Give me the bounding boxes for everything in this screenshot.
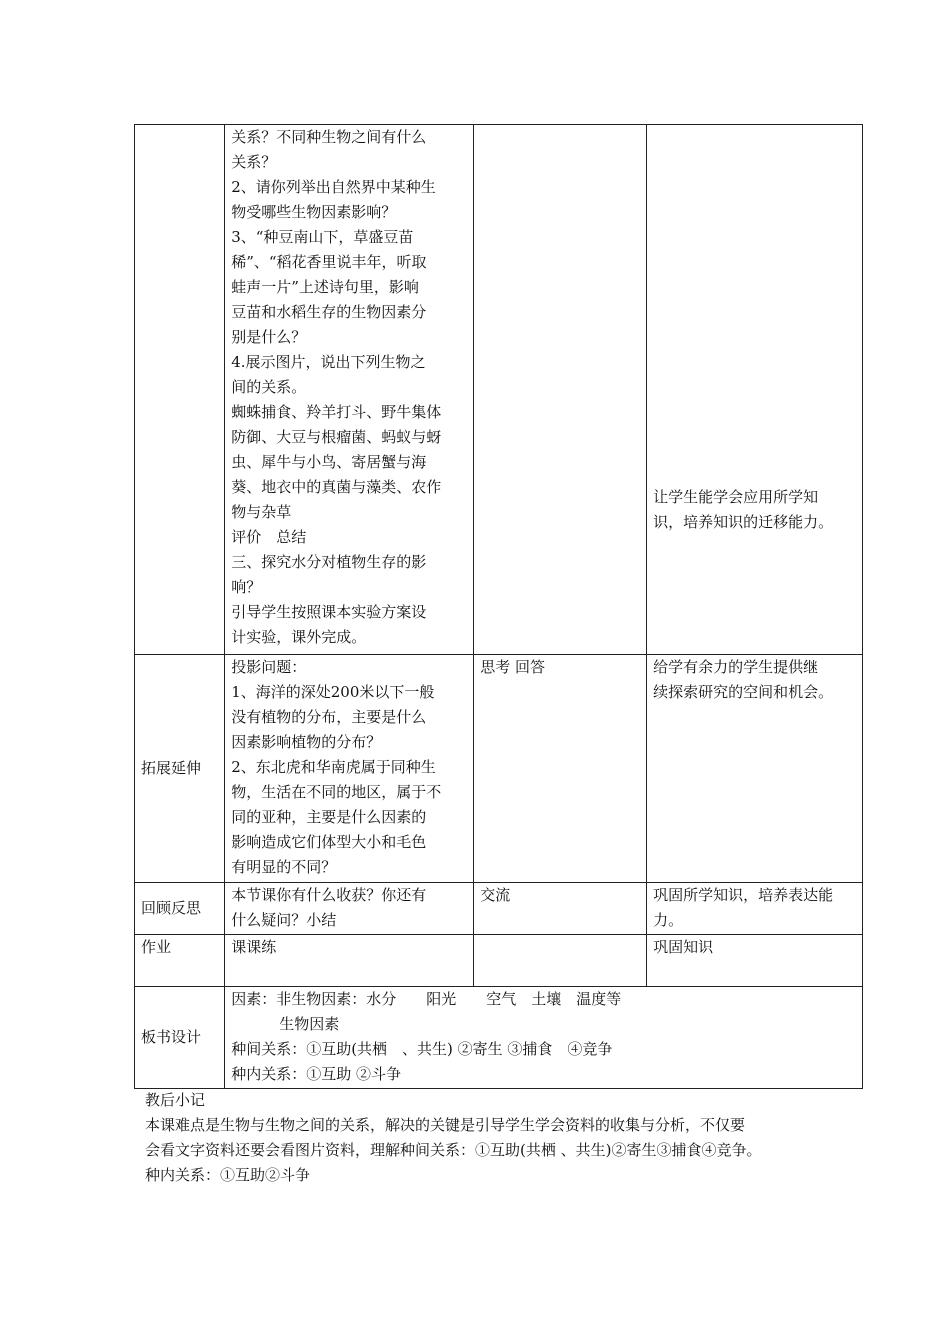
notes-line: 本课难点是生物与生物之间的关系，解决的关键是引导学生学会资料的收集与分析，不仅要 [145, 1116, 746, 1134]
text-line: 影响造成它们体型大小和毛色 [231, 833, 427, 851]
text-line: 课课练 [231, 938, 277, 956]
text-line: 巩固所学知识，培养表达能 [653, 886, 834, 904]
teacher-activity-cell [225, 883, 474, 935]
text-line: 让学生能学会应用所学知 [653, 488, 819, 506]
text-line: 种内关系：①互助 ②斗争 [231, 1065, 401, 1083]
stage-cell: 拓展延伸 [135, 655, 225, 883]
text-line: 引导学生按照课本实验方案设 [231, 603, 427, 621]
student-activity-cell [474, 935, 647, 987]
design-intent-cell [647, 935, 863, 987]
table-row [135, 655, 863, 883]
stage-cell [135, 125, 225, 655]
design-intent-cell [647, 655, 863, 883]
text-line: 3、“种豆南山下，草盛豆苗 [231, 228, 414, 246]
text-line: 给学有余力的学生提供继 [653, 658, 819, 676]
text-line: 1、海洋的深处200米以下一般 [231, 683, 435, 701]
stage-cell: 板书设计 [135, 987, 225, 1089]
stage-cell: 回顾反思 [135, 883, 225, 935]
text-line: 种间关系：①互助(共栖 、共生) ②寄生 ③捕食 ④竞争 [231, 1040, 613, 1058]
teacher-activity-cell [225, 935, 474, 987]
post-lesson-notes [145, 1088, 845, 1188]
board-design-cell [225, 987, 863, 1089]
text-line: 评价 总结 [231, 528, 307, 546]
text-line: 防御、大豆与根瘤菌、蚂蚁与蚜 [231, 428, 442, 446]
text-line: 没有植物的分布，主要是什么 [231, 708, 427, 726]
text-line: 2、东北虎和华南虎属于同种生 [231, 758, 436, 776]
text-line: 间的关系。 [231, 378, 307, 396]
text-line: 因素：非生物因素：水分 阳光 空气 土壤 温度等 [231, 990, 622, 1008]
text-line: 关系？不同种生物之间有什么 [231, 128, 427, 146]
stage-cell: 作业 [135, 935, 225, 987]
notes-heading: 教后小记 [145, 1091, 206, 1109]
text-line: 关系？ [231, 153, 277, 171]
table-row [135, 935, 863, 987]
text-line: 豆苗和水稻生存的生物因素分 [231, 303, 427, 321]
text-line: 投影问题： [231, 658, 307, 676]
student-activity-cell: 思考 回答 [474, 655, 647, 883]
design-intent-cell [647, 125, 863, 655]
notes-line: 会看文字资料还要会看图片资料，理解种间关系：①互助(共栖 、共生)②寄生③捕食④竞争。 [145, 1141, 762, 1159]
text-line: 2、请你列举出自然界中某种生 [231, 178, 436, 196]
table-row [135, 987, 863, 1089]
text-line: 同的亚种，主要是什么因素的 [231, 808, 427, 826]
text-line: 稀”、“稻花香里说丰年，听取 [231, 253, 427, 271]
notes-line: 种内关系：①互助②斗争 [145, 1166, 311, 1184]
text-line: 生物因素 [279, 1015, 340, 1033]
text-line: 虫、犀牛与小鸟、寄居蟹与海 [231, 453, 427, 471]
text-line: 蜘蛛捕食、羚羊打斗、野牛集体 [231, 403, 442, 421]
text-line: 4.展示图片，说出下列生物之 [231, 353, 426, 371]
text-line: 响？ [231, 578, 262, 596]
text-line: 计实验，课外完成。 [231, 628, 367, 646]
text-line: 续探索研究的空间和机会。 [653, 683, 834, 701]
text-line: 别是什么？ [231, 328, 307, 346]
text-line: 物受哪些生物因素影响？ [231, 203, 397, 221]
text-line: 葵、地衣中的真菌与藻类、农作 [231, 478, 442, 496]
text-line: 识，培养知识的迁移能力。 [653, 513, 834, 531]
text-line: 巩固知识 [653, 938, 714, 956]
table-row [135, 125, 863, 655]
teacher-activity-cell [225, 655, 474, 883]
text-line: 因素影响植物的分布？ [231, 733, 382, 751]
text-line: 有明显的不同？ [231, 858, 337, 876]
student-activity-cell [474, 125, 647, 655]
design-intent-cell [647, 883, 863, 935]
text-line: 本节课你有什么收获？你还有 [231, 886, 427, 904]
text-line: 物与杂草 [231, 503, 292, 521]
lesson-plan-table [134, 124, 863, 1089]
text-line: 什么疑问？小结 [231, 911, 337, 929]
text-line: 蛙声一片”上述诗句里，影响 [231, 278, 419, 296]
table-row [135, 883, 863, 935]
text-line: 物，生活在不同的地区，属于不 [231, 783, 442, 801]
text-line: 力。 [653, 911, 684, 929]
teacher-activity-cell [225, 125, 474, 655]
student-activity-cell: 交流 [474, 883, 647, 935]
text-line: 三、探究水分对植物生存的影 [231, 553, 427, 571]
